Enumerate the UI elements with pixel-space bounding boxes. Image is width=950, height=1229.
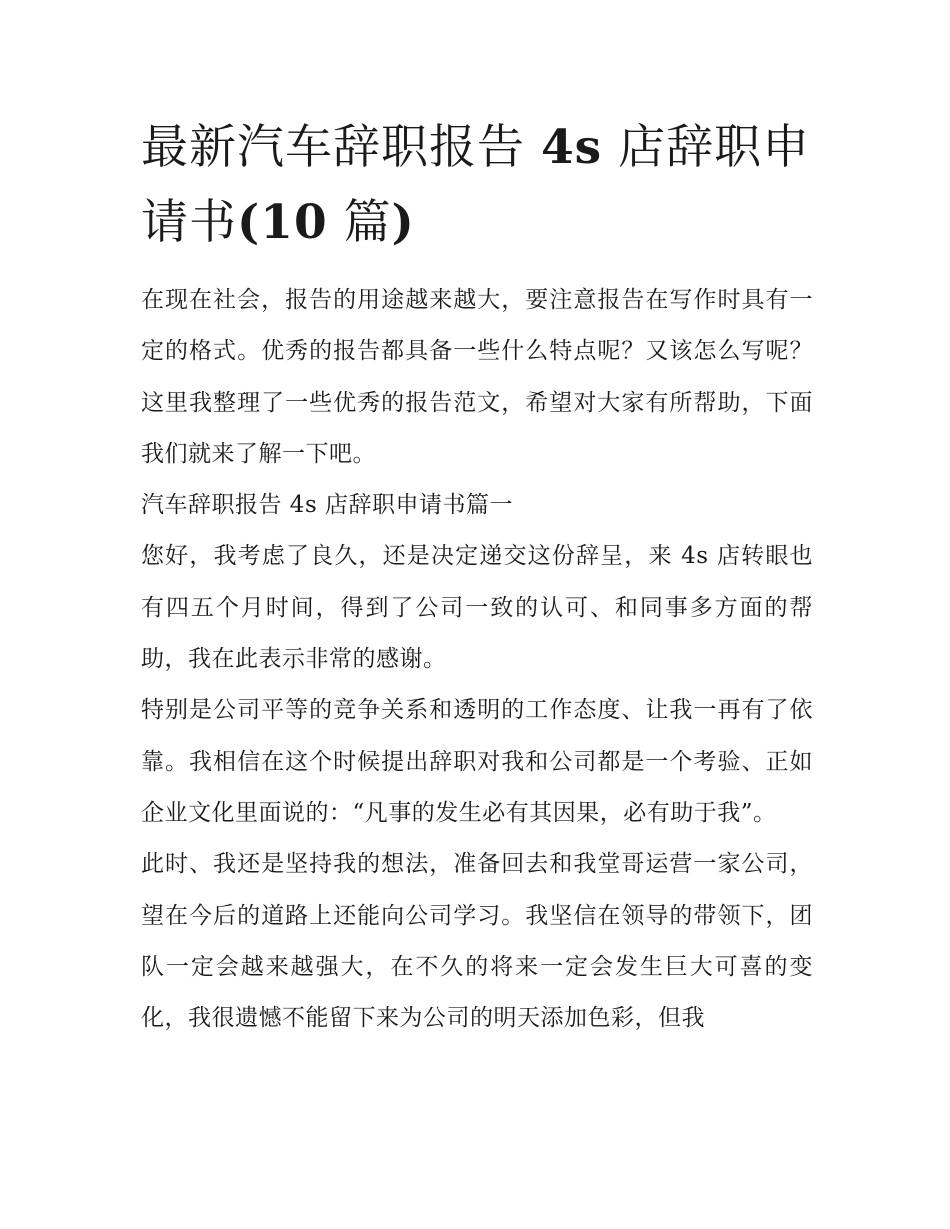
- document-title: 最新汽车辞职报告 4s 店辞职申请书(10 篇): [141, 120, 811, 250]
- body-paragraph: 特别是公司平等的竞争关系和透明的工作态度、让我一再有了依靠。我相信在这个时候提出辞职对我和公司都是一个考验、正如企业文化里面说的：“凡事的发生必有其因果，必有助于我”。: [141, 697, 813, 826]
- body-paragraph: 此时、我还是坚持我的想法，准备回去和我堂哥运营一家公司，望在今后的道路上还能向公司学习。我坚信在领导的带领下，团队一定会越来越强大，在不久的将来一定会发生巨大可喜的变化，我很遗憾不能留下来为公司的明天添加色彩，但我: [141, 851, 813, 1032]
- document-body: [141, 275, 813, 1044]
- section-heading: 汽车辞职报告 4s 店辞职申请书篇一: [141, 492, 514, 519]
- document-page: [141, 110, 813, 1044]
- intro-paragraph: 在现在社会，报告的用途越来越大，要注意报告在写作时具有一定的格式。优秀的报告都具备一些什么特点呢？又该怎么写呢？这里我整理了一些优秀的报告范文，希望对大家有所帮助，下面我们就来了解一下吧。: [141, 287, 813, 467]
- body-paragraph: 您好，我考虑了良久，还是决定递交这份辞呈，来 4s 店转眼也有四五个月时间，得到了公司一致的认可、和同事多方面的帮助，我在此表示非常的感谢。: [141, 543, 813, 673]
